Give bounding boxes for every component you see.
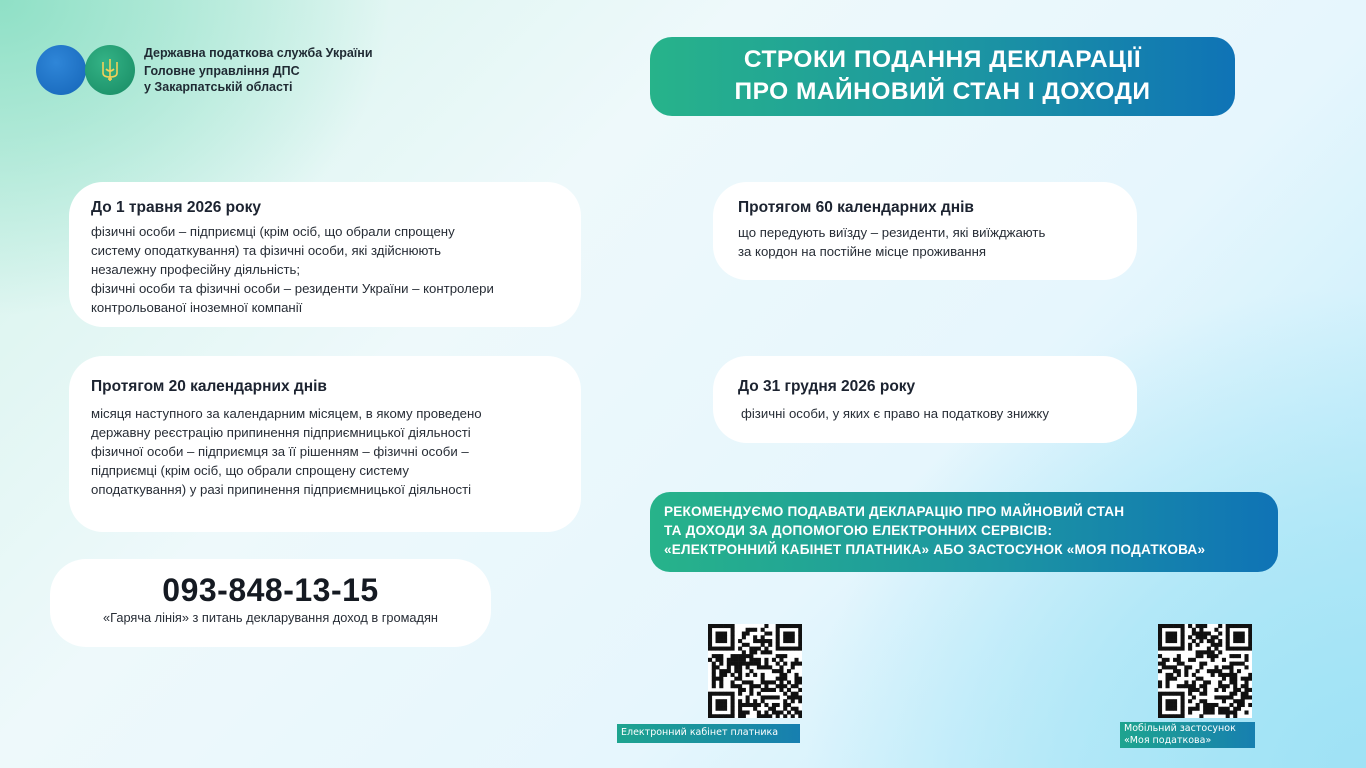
qr-label-line2: «Моя податкова» <box>1124 735 1212 746</box>
recommendation-banner <box>650 492 1278 572</box>
card-text <box>738 223 1137 261</box>
card-line: фізичні особи та фізичні особи – резиденти України – контролери <box>91 281 494 296</box>
qr-label-mobile-app <box>1120 722 1255 748</box>
org-name-line2: Головне управління ДПС <box>144 64 300 78</box>
hotline-phone[interactable]: 093-848-13-15 <box>162 572 379 608</box>
qr-code-mobile-app[interactable] <box>1158 624 1252 718</box>
qr-code-cabinet[interactable] <box>708 624 802 718</box>
logo-green-circle <box>85 45 135 95</box>
qr-pattern <box>1158 624 1252 718</box>
card-line: підприємці (крім осіб, що обрали спрощену систему <box>91 463 409 478</box>
qr-pattern <box>708 624 802 718</box>
card-text <box>738 404 1137 423</box>
deadline-card-may-1 <box>69 182 581 327</box>
trident-icon <box>100 57 120 83</box>
card-title: Протягом 20 календарних днів <box>91 378 327 395</box>
logo-blue-circle <box>36 45 86 95</box>
card-text <box>91 222 581 317</box>
card-line: фізичної особи – підприємця за її рішенням – фізичні особи – <box>91 444 469 459</box>
hotline-card <box>50 559 491 647</box>
card-line: за кордон на постійне місце проживання <box>738 244 987 259</box>
org-name <box>144 45 373 95</box>
recommendation-line2: ТА ДОХОДИ ЗА ДОПОМОГОЮ ЕЛЕКТРОННИХ СЕРВІСІВ: <box>664 523 1053 538</box>
card-title: Протягом 60 календарних днів <box>738 199 974 216</box>
card-line: незалежну професійну діяльність; <box>91 262 301 277</box>
recommendation-line1: РЕКОМЕНДУЄМО ПОДАВАТИ ДЕКЛАРАЦІЮ ПРО МАЙНОВИЙ СТАН <box>664 504 1125 519</box>
card-title: До 31 грудня 2026 року <box>738 378 916 395</box>
card-line: контрольованої іноземної компанії <box>91 300 303 315</box>
org-name-line1: Державна податкова служба України <box>144 46 373 60</box>
card-line: оподаткування) у разі припинення підприємницької діяльності <box>91 482 472 497</box>
qr-label-line1: Мобільний застосунок <box>1124 723 1236 734</box>
deadline-card-20-days <box>69 356 581 532</box>
card-line: державну реєстрацію припинення підприємницької діяльності <box>91 425 471 440</box>
card-line: фізичні особи – підприємці (крім осіб, що обрали спрощену <box>91 224 455 239</box>
page-title <box>650 37 1235 116</box>
hotline-caption: «Гаряча лінія» з питань декларування доход в громадян <box>103 610 438 625</box>
title-line1: СТРОКИ ПОДАННЯ ДЕКЛАРАЦІЇ <box>743 46 1142 73</box>
card-title: До 1 травня 2026 року <box>91 199 261 216</box>
card-line: місяця наступного за календарним місяцем, в якому проведено <box>91 406 482 421</box>
org-name-line3: у Закарпатській області <box>144 80 293 94</box>
card-line: систему оподаткування) та фізичні особи, які здійснюють <box>91 243 442 258</box>
deadline-card-dec-31 <box>713 356 1137 443</box>
qr-label-cabinet: Електронний кабінет платника <box>617 724 800 743</box>
title-line2: ПРО МАЙНОВИЙ СТАН І ДОХОДИ <box>734 78 1151 105</box>
deadline-card-60-days <box>713 182 1137 280</box>
card-text <box>91 404 581 499</box>
recommendation-line3: «ЕЛЕКТРОННИЙ КАБІНЕТ ПЛАТНИКА» АБО ЗАСТОСУНОК «МОЯ ПОДАТКОВА» <box>664 542 1206 557</box>
card-line: фізичні особи, у яких є право на податкову знижку <box>741 406 1049 421</box>
card-line: що передують виїзду – резиденти, які виїжджають <box>738 225 1046 240</box>
dps-logo <box>36 45 456 99</box>
